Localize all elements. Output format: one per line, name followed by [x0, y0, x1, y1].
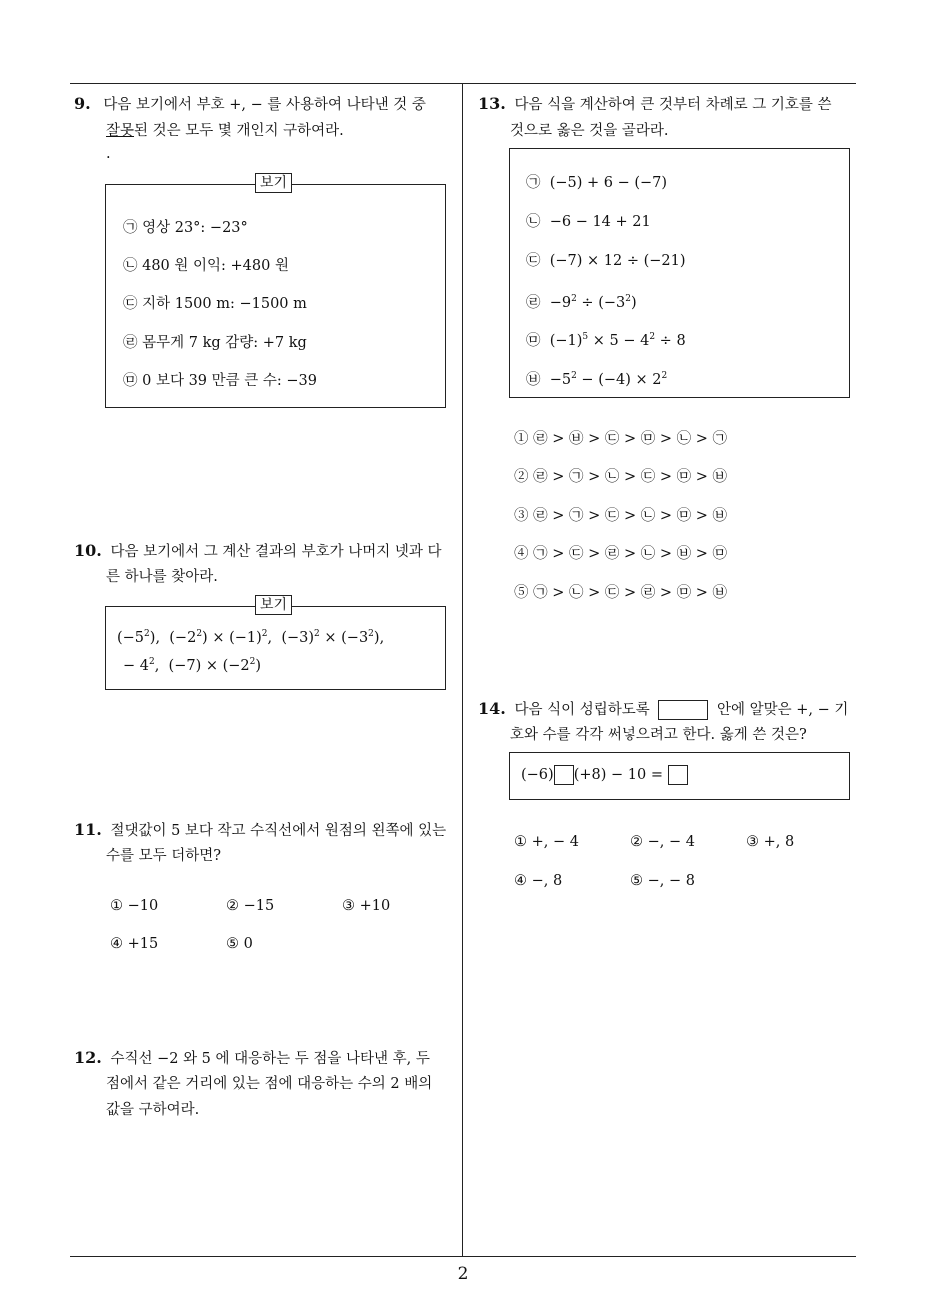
q14-text-b: 안에 알맞은 +, − 기	[716, 702, 849, 718]
q11-choice[interactable]: ③ +10	[342, 898, 391, 914]
q13-expr-4: ㉣ $-9^2 \div (-3^2)$	[526, 294, 637, 311]
q9-item: ㉢ 지하 1500 m: −1500 m	[123, 296, 307, 312]
q12-line2: 점에서 같은 거리에 있는 점에 대응하는 수의 2 배의	[106, 1076, 433, 1092]
q11-choice[interactable]: ① −10	[110, 898, 159, 914]
q9-line2	[106, 121, 344, 141]
q13-choice[interactable]: ④ ㉠ > ㉢ > ㉣ > ㉡ > ㉥ > ㉤	[514, 546, 727, 562]
q14-choice[interactable]: ⑤ −, − 8	[630, 873, 695, 889]
q9-text-rest: 된 것은 모두 몇 개인지 구하여라.	[134, 123, 344, 139]
q12-line3: 값을 구하여라.	[106, 1102, 200, 1118]
q13-choice[interactable]: ② ㉣ > ㉠ > ㉡ > ㉢ > ㉤ > ㉥	[514, 469, 727, 485]
q9-line1	[74, 94, 426, 115]
q10-box-label: 보기	[255, 595, 292, 615]
q11-line2: 수를 모두 더하면?	[106, 848, 222, 864]
q14-equation: (−6) (+8) − 10 =	[521, 765, 688, 785]
q12-number: 12.	[74, 1048, 102, 1067]
q9-underlined-word: 잘못	[106, 123, 135, 139]
q9-item: ㉤ 0 보다 39 만큼 큰 수: −39	[123, 373, 317, 389]
q14-choice[interactable]: ① +, − 4	[514, 834, 579, 850]
q12-text: 수직선 −2 와 5 에 대응하는 두 점을 나타낸 후, 두	[110, 1051, 430, 1067]
q13-expr-2: ㉡ −6 − 14 + 21	[526, 214, 651, 230]
q13-number: 13.	[478, 94, 506, 113]
q14-line1	[478, 699, 848, 720]
q13-expr-1: ㉠ (−5) + 6 − (−7)	[526, 175, 668, 191]
q11-choice[interactable]: ④ +15	[110, 936, 159, 952]
q9-number: 9.	[74, 94, 91, 113]
q11-choice[interactable]: ② −15	[226, 898, 275, 914]
q13-expr-5: ㉤ $(-1)^5 \times 5 - 4^2 \div 8$	[526, 332, 686, 349]
q13-text: 다음 식을 계산하여 큰 것부터 차례로 그 기호를 쓴	[514, 97, 832, 113]
q11-choice[interactable]: ⑤ 0	[226, 936, 253, 952]
q9-dot: .	[106, 146, 111, 162]
q13-line2: 것으로 옳은 것을 골라라.	[510, 123, 669, 139]
q9-text: 다음 보기에서 부호 +, − 를 사용하여 나타낸 것 중	[103, 97, 426, 113]
q14-choice[interactable]: ② −, − 4	[630, 834, 695, 850]
q10-expression-line1: $(-5^2)$, $(-2^2) \times (-1)^2$, $(-3)^2 \times (-3^2)$,	[117, 629, 385, 646]
q9-box-label: 보기	[255, 173, 292, 193]
q9-item: ㉣ 몸무게 7 kg 감량: +7 kg	[123, 335, 307, 351]
bottom-rule	[70, 1256, 856, 1257]
q14-blank-number	[668, 765, 688, 785]
page-number: 2	[457, 1264, 469, 1284]
q10-expression-line2: − $4^2$, $(-7) \times (-2^2)$	[123, 657, 262, 674]
q13-line1	[478, 94, 831, 115]
q10-line2: 른 하나를 찾아라.	[106, 569, 218, 585]
q14-line2: 호와 수를 각각 써넣으려고 한다. 옳게 쓴 것은?	[510, 727, 807, 743]
q13-choice[interactable]: ③ ㉣ > ㉠ > ㉢ > ㉡ > ㉤ > ㉥	[514, 508, 727, 524]
q10-text: 다음 보기에서 그 계산 결과의 부호가 나머지 넷과 다	[110, 544, 442, 560]
q14-choice[interactable]: ③ +, 8	[746, 834, 795, 850]
q12-line1	[74, 1048, 430, 1069]
q14-answer-blank	[658, 700, 708, 720]
q9-item: ㉡ 480 원 이익: +480 원	[123, 258, 289, 274]
column-divider	[462, 84, 463, 1256]
q14-number: 14.	[478, 699, 506, 718]
q13-choice[interactable]: ① ㉣ > ㉥ > ㉢ > ㉤ > ㉡ > ㉠	[514, 431, 727, 447]
q14-text-a: 다음 식이 성립하도록	[514, 702, 650, 718]
q10-number: 10.	[74, 541, 102, 560]
q10-example-box	[105, 606, 446, 690]
q14-blank-sign	[554, 765, 574, 785]
top-rule	[70, 83, 856, 84]
q9-item: ㉠ 영상 23°: −23°	[123, 220, 248, 236]
q11-number: 11.	[74, 820, 102, 839]
q13-expr-6: ㉥ $-5^2 - (-4) \times 2^2$	[526, 371, 668, 388]
q11-line1	[74, 820, 446, 841]
q11-text: 절댓값이 5 보다 작고 수직선에서 원점의 왼쪽에 있는	[110, 823, 447, 839]
q10-line1	[74, 541, 441, 562]
q13-choice[interactable]: ⑤ ㉠ > ㉡ > ㉢ > ㉣ > ㉤ > ㉥	[514, 585, 727, 601]
q13-expr-3: ㉢ (−7) × 12 ÷ (−21)	[526, 253, 686, 269]
q14-choice[interactable]: ④ −, 8	[514, 873, 563, 889]
